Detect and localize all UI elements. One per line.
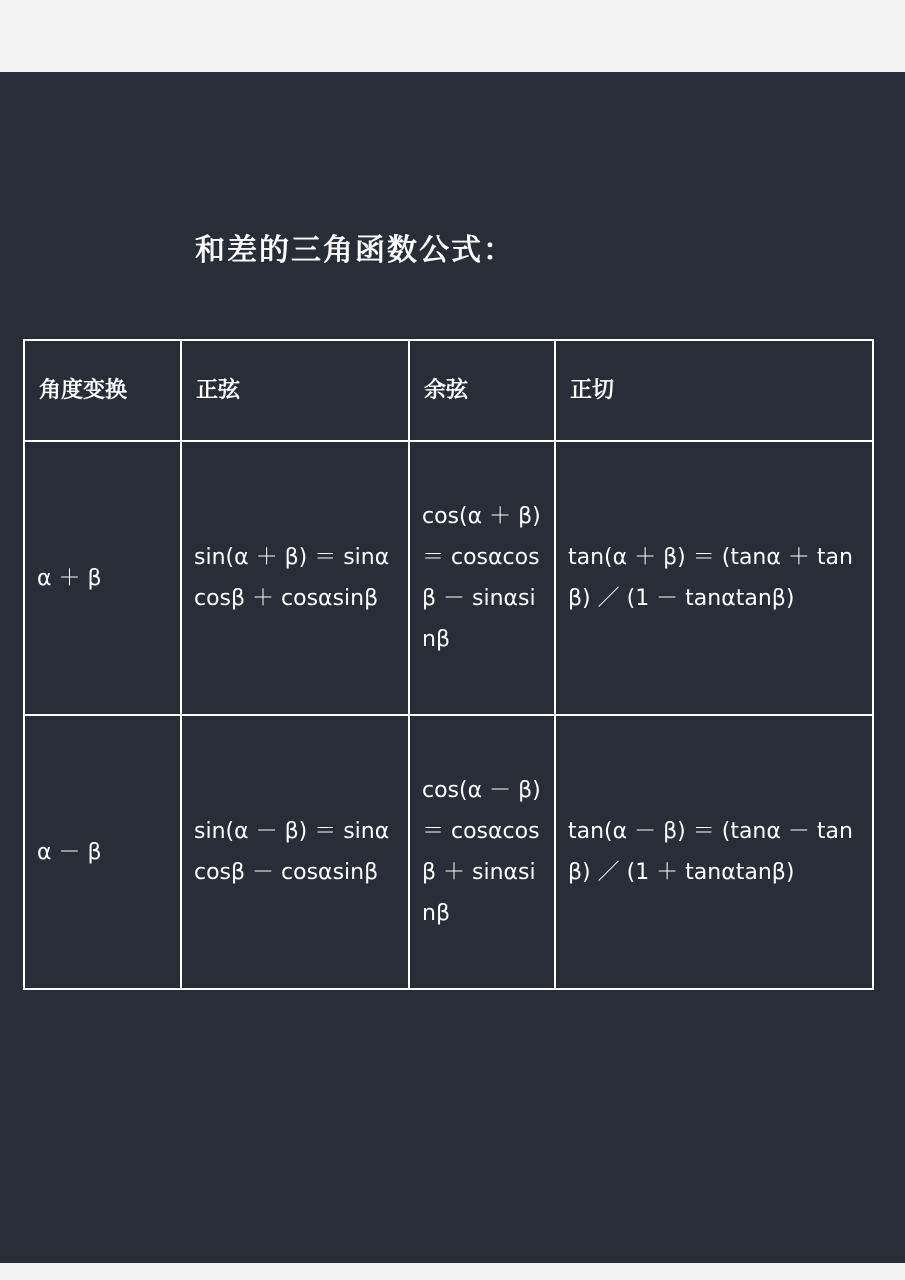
cell-sine-formula: sin(α － β) ＝ sinαcosβ － cosαsinβ xyxy=(181,715,409,989)
table-row xyxy=(24,441,873,715)
page-bottom-margin xyxy=(0,1263,905,1280)
cell-angle: α － β xyxy=(24,715,181,989)
table-header-row xyxy=(24,340,873,441)
cell-tangent-formula: tan(α － β) ＝ (tanα － tanβ) ／ (1 ＋ tanαtanβ) xyxy=(555,715,873,989)
cell-angle: α ＋ β xyxy=(24,441,181,715)
header-tangent: 正切 xyxy=(555,340,873,441)
formula-table xyxy=(23,339,874,990)
cell-cosine-formula: cos(α ＋ β) ＝ cosαcosβ － sinαsinβ xyxy=(409,441,555,715)
header-angle-transform: 角度变换 xyxy=(24,340,181,441)
page-title: 和差的三角函数公式： xyxy=(195,233,515,268)
cell-sine-formula: sin(α ＋ β) ＝ sinαcosβ ＋ cosαsinβ xyxy=(181,441,409,715)
cell-tangent-formula: tan(α ＋ β) ＝ (tanα ＋ tanβ) ／ (1 － tanαtanβ) xyxy=(555,441,873,715)
table-row xyxy=(24,715,873,989)
header-cosine: 余弦 xyxy=(409,340,555,441)
header-sine: 正弦 xyxy=(181,340,409,441)
cell-cosine-formula: cos(α － β) ＝ cosαcosβ ＋ sinαsinβ xyxy=(409,715,555,989)
